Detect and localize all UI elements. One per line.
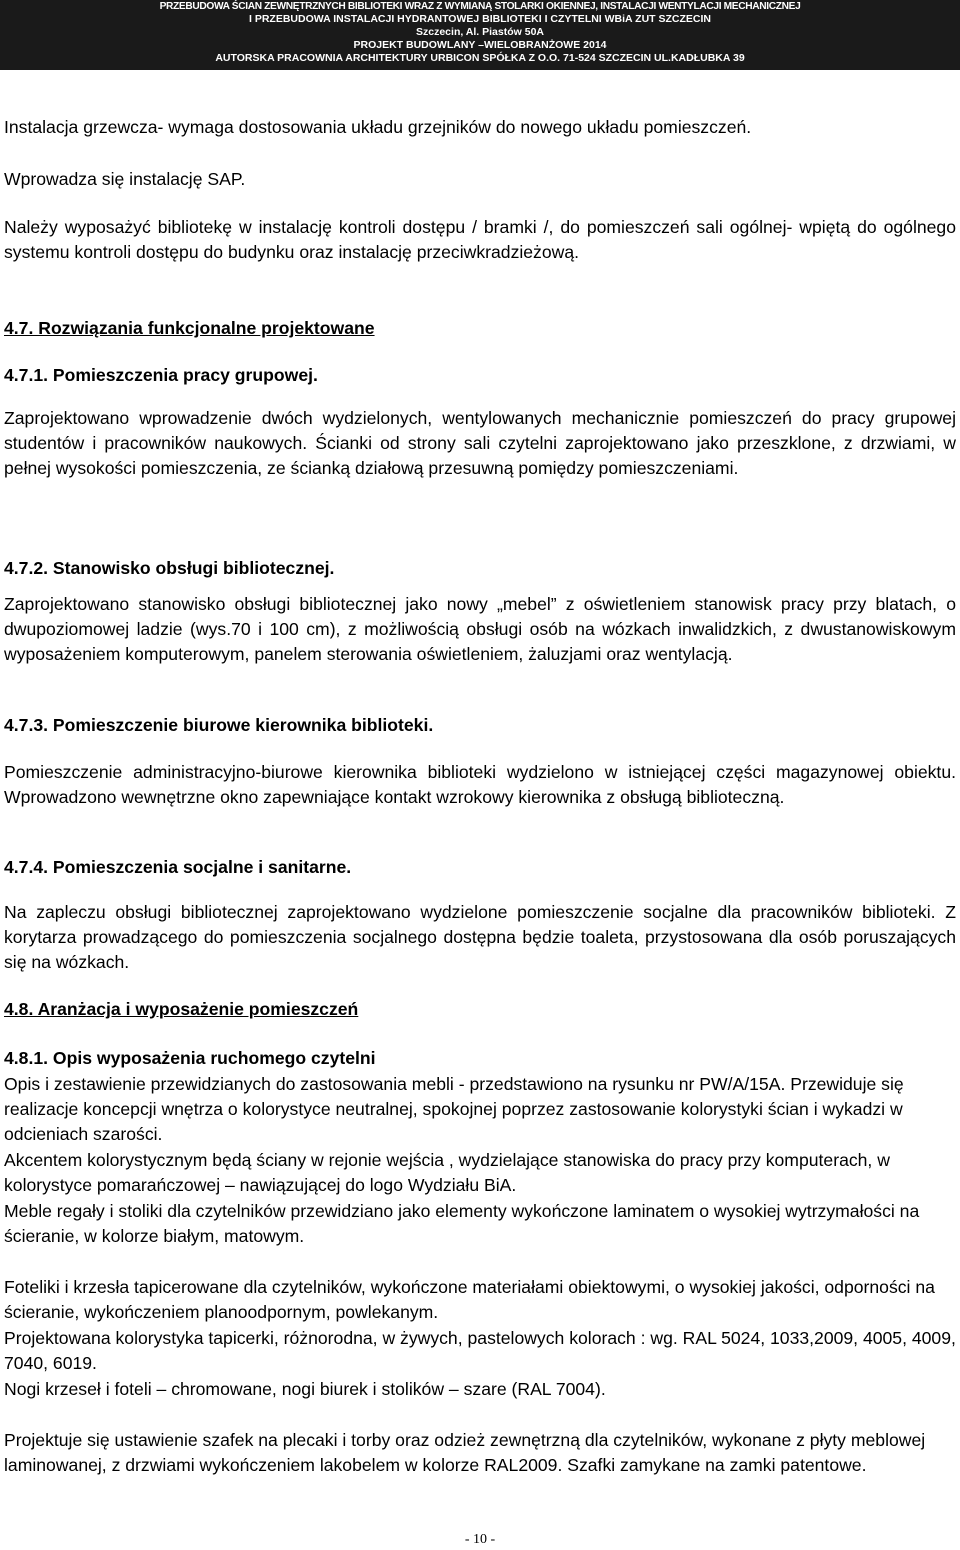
paragraph-4-8-1-shelves: Meble regały i stoliki dla czytelników przewidziano jako elementy wykończone laminatem o wysokiej wytrzymałości na ścieranie, w kolorze białym, matowym. bbox=[4, 1201, 920, 1246]
header-line-project-title: PRZEBUDOWA ŚCIAN ZEWNĘTRZNYCH BIBLIOTEKI WRAZ Z WYMIANĄ STOLARKI OKIENNEJ, INSTALACJI WENTYLACJI MECHANICZNEJ bbox=[159, 1, 801, 12]
paragraph-4-8-1-lockers: Projektuje się ustawienie szafek na plecaki i torby oraz odzież zewnętrzną dla czytelników, wykonane z płyty meblowej laminowanej, z drzwiami wykończeniem lakobelem w kolorze RAL2009. Szafki zamykane na zamki patentowe. bbox=[4, 1430, 926, 1475]
heading-4-7-3: 4.7.3. Pomieszczenie biurowe kierownika biblioteki. bbox=[4, 715, 434, 735]
header-line-project-type: PROJEKT BUDOWLANY –WIELOBRANŻOWE 2014 bbox=[353, 39, 607, 51]
paragraph-4-7-1: Zaprojektowano wprowadzenie dwóch wydzielonych, wentylowanych mechanicznie pomieszczeń do pracy grupowej studentów i pracowników naukowych. Ścianki od strony sali czytelni zaprojektowano jako przeszklone, z drzwiami, w pełnej wysokości pomieszczenia, ze ścianką działową przesuwną pomiędzy pomieszczeniami. bbox=[4, 408, 956, 478]
paragraph-sap: Wprowadza się instalację SAP. bbox=[4, 169, 246, 189]
heading-4-7: 4.7. Rozwiązania funkcjonalne projektowane bbox=[4, 318, 375, 338]
paragraph-4-8-1-legs: Nogi krzeseł i foteli – chromowane, nogi biurek i stolików – szare (RAL 7004). bbox=[4, 1379, 606, 1399]
heading-4-8: 4.8. Aranżacja i wyposażenie pomieszczeń bbox=[4, 999, 359, 1019]
heading-4-7-2: 4.7.2. Stanowisko obsługi bibliotecznej. bbox=[4, 558, 335, 578]
document-header bbox=[0, 0, 960, 70]
heading-4-7-4: 4.7.4. Pomieszczenia socjalne i sanitarne. bbox=[4, 857, 352, 877]
paragraph-heating: Instalacja grzewcza- wymaga dostosowania układu grzejników do nowego układu pomieszczeń. bbox=[4, 117, 752, 137]
header-line-author-office: AUTORSKA PRACOWNIA ARCHITEKTURY URBICON SPÓŁKA Z O.O. 71-524 SZCZECIN UL.KADŁUBKA 39 bbox=[215, 52, 745, 64]
paragraph-access-control: Należy wyposażyć bibliotekę w instalację kontroli dostępu / bramki /, do pomieszczeń sali ogólnej- wpiętą do ogólnego systemu kontroli dostępu do budynku oraz instalację przeciwkradzieżową. bbox=[4, 217, 956, 262]
paragraph-4-8-1-chairs: Foteliki i krzesła tapicerowane dla czytelników, wykończone materiałami obiektowymi, o wysokiej jakości, odporności na ścieranie, wykończeniem planoodpornym, powlekanym. bbox=[4, 1277, 935, 1322]
paragraph-4-7-3: Pomieszczenie administracyjno-biurowe kierownika biblioteki wydzielono w istniejącej części magazynowej obiektu. Wprowadzono wewnętrzne okno zapewniające kontakt wzrokowy kierownika z obsługą biblioteczną. bbox=[4, 762, 956, 807]
heading-4-7-1: 4.7.1. Pomieszczenia pracy grupowej. bbox=[4, 365, 318, 385]
header-line-address: Szczecin, Al. Piastów 50A bbox=[416, 26, 544, 38]
paragraph-4-7-4: Na zapleczu obsługi bibliotecznej zaprojektowano wydzielone pomieszczenie socjalne dla pracowników biblioteki. Z korytarza prowadzącego do pomieszczenia socjalnego dostępna będzie toaleta, przystosowana dla osób poruszających się na wózkach. bbox=[4, 902, 956, 972]
header-line-project-scope: I PRZEBUDOWA INSTALACJI HYDRANTOWEJ BIBLIOTEKI I CZYTELNI WBiA ZUT SZCZECIN bbox=[249, 13, 711, 25]
heading-4-8-1: 4.8.1. Opis wyposażenia ruchomego czytelni bbox=[4, 1048, 376, 1068]
page-number: - 10 - bbox=[464, 1532, 496, 1547]
paragraph-4-8-1-upholstery: Projektowana kolorystyka tapicerki, różnorodna, w żywych, pastelowych kolorach : wg. RAL 5024, 1033,2009, 4005, 4009, 7040, 6019. bbox=[4, 1328, 956, 1373]
paragraph-4-7-2: Zaprojektowano stanowisko obsługi bibliotecznej jako nowy „mebel” z oświetleniem stanowisk pracy przy blatach, o dwupoziomowej ladzie (wys.70 i 100 cm), z możliwością obsługi osób na wózkach inwalidzkich, z dwustanowiskowym wyposażeniem komputerowym, panelem sterowania oświetleniem, żaluzjami oraz wentylacją. bbox=[4, 594, 956, 664]
paragraph-4-8-1-accent: Akcentem kolorystycznym będą ściany w rejonie wejścia , wydzielające stanowiska do pracy przy komputerach, w kolorystyce pomarańczowej – nawiązującej do logo Wydziału BiA. bbox=[4, 1150, 890, 1195]
paragraph-4-8-1-furniture: Opis i zestawienie przewidzianych do zastosowania mebli - przedstawiono na rysunku nr PW/A/15A. Przewiduje się realizacje koncepcji wnętrza o kolorystyce neutralnej, spokojnej poprzez zastosowanie kolorystyki ścian i wykadzi w odcieniach szarości. bbox=[4, 1074, 904, 1144]
